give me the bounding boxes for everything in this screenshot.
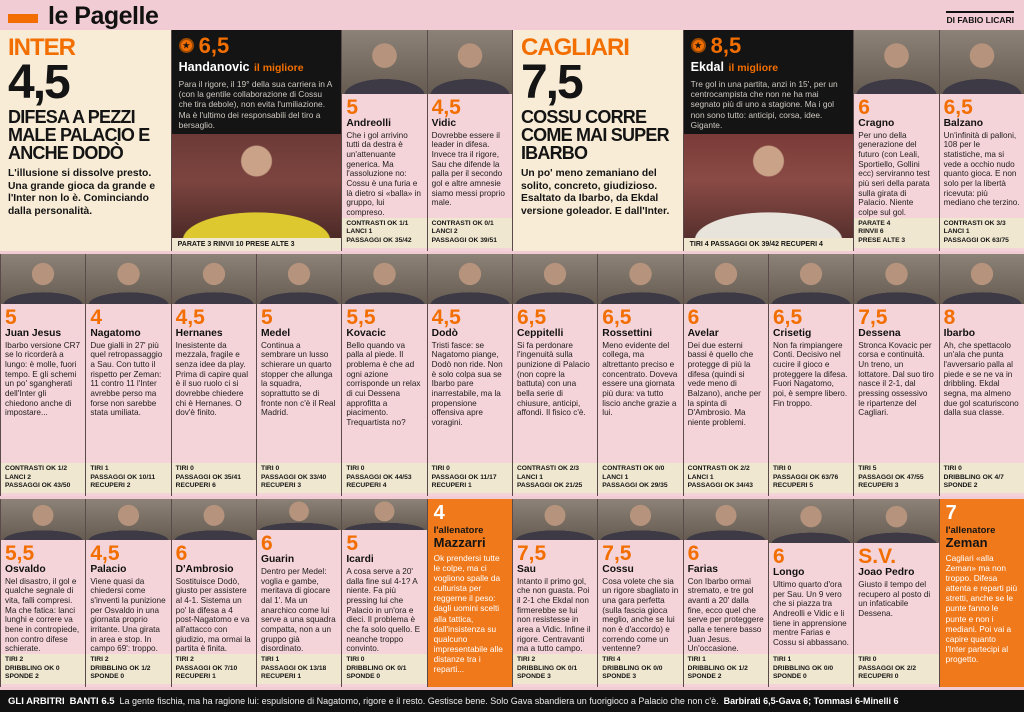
player-comment: Non fa rimpiangere Conti. Decisivo nel cucire il gioco e proteggere la difesa. Fuori Nagatomo, poi, è sempre libero. Fin troppo. [772,340,848,408]
player-stats [854,654,938,684]
player-comment: Per uno della generazione del futuro (con Leali, Sportiello, Gollini ecc) serviranno test più seri della parata sulla girata di Palacio. Niente colpe sul gol. [858,130,930,217]
stat-line: PASSAGGI OK 13/18 [260,664,327,672]
player-photo [684,134,854,238]
stat-line: DRIBBLING OK 0 [5,664,60,672]
player-rating: 4,5 [175,305,205,329]
player-rating: 6 [858,95,870,119]
team-rating: 7,5 [520,55,582,109]
stat-line: TIRI 0 [175,465,194,473]
player-photo [513,254,597,304]
stat-line: RECUPERI 1 [431,482,472,490]
stat-line: LANCI 1 [516,473,543,481]
player-card [939,254,1024,496]
player-comment: Inesistente da mezzala, fragile e senza idee da play. Prima di capire qual è il suo ruolo ci si dovrebbe chiedere chi è Hernanes. O dov'è finito. [175,340,249,418]
featured-player-handanovic [171,30,342,251]
stat-line: RINVII 6 [858,228,884,236]
player-comment: Continua a sembrare un lusso schierare un quarto stopper che allunga la squadra, soprattutto se di fronte non c'è il Real Madrid. [260,340,336,418]
player-photo [1,254,85,304]
middle-row [0,254,1024,496]
stat-line: DRIBBLING OK 0/0 [772,664,834,672]
coach-role-label: l'allenatore [433,525,484,537]
player-photo [342,499,426,530]
stat-line: TIRI 0 [346,465,365,473]
featured-header [179,32,335,58]
stat-line: TIRI 5 [858,465,877,473]
player-comment: Bello quando va palla al piede. Il problema è che ad ogni azione corrisponde un relax di cui Dessena approfitta a piacimento. Trequartista no? [346,340,421,427]
stat-line: DRIBBLING OK 1/2 [90,664,151,672]
team-intro-inter [0,30,171,251]
stat-line: PASSAGGI OK 63/75 [943,237,1009,245]
player-name: Joao Pedro [858,567,915,579]
coach-card [939,499,1024,687]
stat-line: PASSAGGI OK 11/17 [431,473,497,481]
referees-label: GLI ARBITRI [8,695,65,707]
player-stats [257,463,341,493]
player-rating: 6 [175,541,188,565]
player-comment: Cosa volete che sia un rigore sbagliato in una gara perfetta (sulla fascia gioca meglio, anche se lui non è d'accordo) e correndo come un ventenne? [602,576,679,654]
stat-line: LANCI 2 [431,228,458,236]
player-stats [342,654,426,684]
player-rating: S.V. [858,545,897,569]
player-comment: Ultimo quarto d'ora per Sau. Un 9 vero che si piazza tra Andreolli e Vidic e li tiene in apprensione mentre Farias e Cossu si abbassano. [772,579,849,647]
featured-name-line [179,58,335,76]
player-stats [854,218,938,248]
player-comment: A cosa serve a 20' dalla fine sul 4-1? A niente. Fa più pressing lui che Palacio in un'ora e dieci. Il problema è che fa solo quello. E neanche troppo convinto. [346,566,421,654]
stat-line: CONTRASTI OK 2/2 [687,465,750,473]
player-comment: Giusto il tempo del recupero al posto di un infaticabile Dessena. [858,579,931,618]
stat-line: TIRI 1 [772,656,792,664]
stat-line: LANCI 2 [5,473,32,481]
coach-role-label: l'allenatore [945,525,996,537]
player-comment: Tristi fasce: se Nagatomo piange, Dodò non ride. Non è solo colpa sua se Ibarbo pare inarrestabile, ma la propensione offensiva apre voragini. [431,340,503,427]
player-name: Kovacic [346,327,386,339]
player-rating: 6 [687,541,700,565]
team-headline: COSSU CORRE COME MAI SUPER IBARBO [520,107,669,163]
player-photo [598,499,682,540]
player-stats [257,654,341,684]
page-title: le Pagelle [48,1,159,30]
stat-line: RECUPERI 0 [858,673,899,681]
player-photo [940,30,1024,94]
player-card [341,499,426,687]
coach-rating: 4 [433,502,445,525]
coach-rating: 7 [945,502,957,525]
player-photo [684,499,768,540]
player-stats [342,463,426,493]
team-summary: Un po' meno zemaniano del solito, concreto, giudizioso. Esaltato da Ibarbo, da Ekdal versione goleador. E dall'Inter. [520,168,670,217]
stat-line: PASSAGGI OK 7/10 [175,664,238,672]
player-card [853,254,938,496]
featured-stats: PARATE 3 RINVII 10 PRESE ALTE 3 [172,238,342,251]
player-card [171,254,256,496]
stat-line: DRIBBLING OK 0/1 [516,664,578,672]
player-rating: 7,5 [516,541,547,565]
stat-line: TIRI 2 [90,656,109,664]
best-player-medal-icon: ★ [179,38,194,53]
orange-dash-icon [8,14,38,23]
player-card [341,254,426,496]
player-stats [684,463,768,493]
player-rating: 4,5 [90,541,120,565]
team-name: CAGLIARI [520,33,629,61]
player-comment: Ibarbo versione CR7 se lo ricorderà a lungo: è molle, fuori tempo. E gli schemi un po' sgangherati dell'Inter gli chiedono anche di impostare... [5,340,81,418]
stat-line: PASSAGGI OK 43/50 [5,482,71,490]
player-stats [86,463,170,493]
stat-line: SPONDE 2 [5,673,39,681]
player-card [853,30,938,251]
player-stats [172,463,256,493]
player-card [85,254,170,496]
player-rating: 7,5 [858,305,888,329]
player-stats [769,463,853,493]
player-name: Vidic [431,117,457,129]
player-name: Andreolli [346,117,391,129]
stat-line: LANCI 1 [602,473,629,481]
player-photo [854,254,938,304]
stat-line: CONTRASTI OK 3/3 [943,219,1006,227]
player-photo [342,254,426,304]
player-name: Juan Jesus [5,327,62,339]
player-stats [428,218,512,248]
featured-stats: TIRI 4 PASSAGGI OK 39/42 RECUPERI 4 [684,238,854,251]
player-photo [940,254,1024,304]
stat-line: DRIBBLING OK 4/7 [943,473,1004,481]
player-card [0,254,85,496]
player-photo [342,30,426,94]
player-photo [86,254,170,304]
player-name: Balzano [943,117,984,129]
player-rating: 5 [346,532,358,556]
stat-line: TIRI 0 [260,465,280,473]
stat-line: PASSAGGI OK 35/41 [175,473,241,481]
player-name: Hernanes [175,327,223,339]
player-comment: Si fa perdonare l'ingenuità sulla punizione di Palacio (non copre la battuta) con una bella serie di chiusure, anticipi, affondi. Il fisico c'è. [516,340,590,418]
player-photo [172,254,256,304]
best-player-tag: il migliore [253,61,304,74]
player-name: Cragno [858,117,895,129]
player-comment: Un'infinità di palloni, 108 per le statistiche, ma si vede a occhio nudo quanto gioca. E non solo per la libertà ricevuta: più mediano che terzino. [943,130,1020,208]
stat-line: SPONDE 3 [602,673,637,681]
player-card [256,254,341,496]
stat-line: TIRI 2 [516,656,536,664]
stat-line: SPONDE 3 [516,673,551,681]
stat-line: PASSAGGI OK 29/35 [602,482,668,490]
player-rating: 6,5 [943,95,973,119]
player-photo [428,30,512,94]
player-card [171,499,256,687]
stat-line: SPONDE 0 [90,673,125,681]
player-name: Icardi [346,554,374,566]
player-photo [854,30,938,94]
stat-line: CONTRASTI OK 1/2 [5,465,68,473]
stat-line: CONTRASTI OK 1/1 [346,219,409,227]
player-rating: 5,5 [346,305,376,329]
stat-line: PASSAGGI OK 47/55 [858,473,924,481]
stat-line: SPONDE 2 [687,673,722,681]
player-stats [598,654,682,684]
featured-name-line [691,58,847,76]
referees-bar [0,690,1024,712]
stat-line: CONTRASTI OK 0/0 [602,465,665,473]
player-card [939,30,1024,251]
player-comment: Sostituisce Dodò, giusto per assistere al 4-1. Sistema un po' la difesa a 4 post-Nagatomo e va all'attacco con giudizio, ma ormai la partita è finita. [175,576,251,654]
player-card [768,499,853,687]
featured-rating: 8,5 [710,32,742,58]
player-name: Sau [516,563,536,575]
player-name: D'Ambrosio [175,563,234,575]
player-name: Ibarbo [943,327,976,339]
player-rating: 5 [346,95,358,119]
player-name: Ceppitelli [516,327,564,339]
player-photo [1,499,85,540]
player-comment: Con Ibarbo ormai stremato, e tre gol avanti a 20' dalla fine, ecco quel che serve per proteggere palla e tenere basso Juan Jesus. Un'occasione. [687,576,764,654]
stat-line: RECUPERI 1 [175,673,216,681]
stat-line: TIRI 0 [943,465,962,473]
player-comment: Stronca Kovacic per corsa e continuità. Un treno, un lottatore. Dal suo tiro nasce il 2-1, dal pressing ossessivo le ripartenze del Cagliari. [858,340,934,418]
player-rating: 7,5 [602,541,632,565]
player-comment: Meno evidente del collega, ma altrettanto preciso e concentrato. Doveva essere una giornata più dura: va tutto liscio anche grazie a lui. [602,340,678,418]
page-header [0,0,1024,30]
player-photo [684,254,768,304]
stat-line: PASSAGGI OK 33/40 [260,473,327,481]
stat-line: CONTRASTI OK 2/3 [516,465,580,473]
featured-player-ekdal [683,30,854,251]
player-stats [684,654,768,684]
stat-line: TIRI 1 [260,656,280,664]
coach-comment: Cagliari «alla Zeman» ma non troppo. Difesa attenta e reparti più stretti, anche se le punte fanno le punte e non i mediani. Poi vai a capire quanto l'Inter partecipi al progetto. [945,552,1018,665]
stat-line: TIRI 0 [772,465,792,473]
player-comment: Intanto il primo gol, che non guasta. Poi il 2-1 che Ekdal non firmerebbe se lui non resistesse in area a Vidic. Infine il rigore. Centravanti ma a tutto campo. [516,576,591,654]
player-rating: 4 [90,305,103,329]
player-name: Cossu [602,563,634,575]
player-rating: 6 [772,545,785,569]
player-stats [513,463,597,493]
stat-line: LANCI 1 [687,473,714,481]
stat-line: PASSAGGI OK 10/11 [90,473,156,481]
player-rating: 5 [260,305,273,329]
stat-line: DRIBBLING OK 1/2 [687,664,748,672]
player-card [256,499,341,687]
player-card [597,254,682,496]
player-stats [513,654,597,684]
coach-card [427,499,512,687]
player-name: Dodò [431,327,458,339]
player-rating: 5 [5,305,17,329]
player-photo [257,499,341,530]
stat-line: TIRI 2 [175,656,194,664]
player-name: Nagatomo [90,327,141,339]
player-card [683,254,768,496]
player-comment: Dei due esterni bassi è quello che protegge di più la difesa (quindi si vede meno di Balzano), anche per la spinta di D'Ambrosio. Ma niente problemi. [687,340,761,427]
stat-line: PRESE ALTE 3 [858,237,906,245]
player-rating: 4,5 [431,95,461,119]
player-name: Dessena [858,327,901,339]
player-stats [428,463,512,493]
player-comment: Nel disastro, il gol e qualche segnale di vita, falli compresi. Ma che fatica: lanci lunghi e correre va bene in contropiede, non contro difese schierate. [5,576,80,654]
bottom-row [0,499,1024,687]
stat-line: LANCI 1 [943,228,970,236]
player-stats [86,654,170,684]
stat-line: SPONDE 2 [943,482,978,490]
player-comment: Che i gol arrivino tutti da destra è un'attenuante generica. Ma l'assoluzione no: Cossu è una furia e là dietro si «balla» in gruppo, lui compreso. [346,130,421,217]
player-stats [854,463,938,493]
player-photo [854,499,938,543]
player-stats [342,218,426,248]
player-comment: Ah, che spettacolo un'ala che punta l'avversario palla al piede e se ne va in dribbling. Ekdal segna, ma almeno due gol scaturiscono dalla sua classe. [943,340,1019,418]
featured-rating: 6,5 [198,32,230,58]
stat-line: DRIBBLING OK 0/1 [346,664,407,672]
assistants-ratings: Barbirati 6,5-Gava 6; Tommasi 6-Minelli 6 [723,696,899,707]
featured-name: Ekdal [690,59,724,74]
stat-line: TIRI 4 [602,656,621,664]
stat-line: RECUPERI 1 [260,673,302,681]
best-player-tag: il migliore [728,61,779,74]
player-card [85,499,170,687]
stat-line: RECUPERI 2 [90,482,131,490]
player-comment: Viene quasi da chiedersi come s'inventi la punizione per Osvaldo in una giornata proprio irritante. Una girata in area e stop. In campo 69': troppo. [90,576,166,654]
team-name: INTER [8,33,75,61]
player-card [427,30,512,251]
player-card [341,30,426,251]
player-photo [172,499,256,540]
player-card [0,499,85,687]
player-photo [769,499,853,543]
player-stats [940,463,1024,493]
player-stats [769,654,853,684]
stat-line: PASSAGGI OK 34/43 [687,482,753,490]
featured-header [691,32,847,58]
referees-comment: La gente fischia, ma ha ragione lui: espulsione di Nagatomo, rigore e il resto. Gestisce bene. Solo Gava sbandiera un fuorigioco a Palacio che non c'è. [119,696,719,707]
stat-line: TIRI 0 [858,656,877,664]
player-comment: Dentro per Medel: voglia e gambe, meritava di giocare dal 1'. Ma un anarchico come lui serve a una squadra compatta, non a un gruppo già disordinato. [260,566,336,654]
stat-line: TIRI 1 [687,656,706,664]
stat-line: RECUPERI 3 [858,482,899,490]
stat-line: TIRI 1 [90,465,109,473]
player-rating: 8 [943,305,956,329]
stat-line: TIRI 2 [5,656,24,664]
player-card [512,254,597,496]
player-name: Farias [687,563,718,575]
player-name: Palacio [90,563,127,575]
stat-line: RECUPERI 5 [772,482,814,490]
player-card [853,499,938,687]
player-name: Guarin [260,554,295,566]
stat-line: RECUPERI 6 [175,482,216,490]
player-photo [428,254,512,304]
stat-line: LANCI 1 [346,228,373,236]
player-comment: Due gialli in 27' più quel retropassaggio a Sau. Con tutto il rispetto per Zeman: 11 contro 11 l'Inter avrebbe perso ma forse non sarebbe stata umiliata. [90,340,163,418]
byline: DI FABIO LICARI [946,11,1014,25]
player-name: Crisetig [772,327,812,339]
top-row [0,30,1024,251]
player-stats [172,654,256,684]
player-rating: 5,5 [5,541,35,565]
player-name: Osvaldo [5,563,46,575]
player-name: Avelar [687,327,719,339]
coach-name: Zeman [945,534,988,550]
player-stats [940,218,1024,248]
stat-line: RECUPERI 3 [260,482,302,490]
stat-line: TIRI 0 [346,656,365,664]
player-rating: 6 [687,305,700,329]
stat-line: PASSAGGI OK 21/25 [516,482,583,490]
player-rating: 6,5 [602,305,632,329]
player-photo [257,254,341,304]
player-rating: 6,5 [772,305,803,329]
player-photo [769,254,853,304]
player-name: Medel [260,327,291,339]
stat-line: PASSAGGI OK 44/53 [346,473,412,481]
featured-comment: Tre gol in una partita, anzi in 15', per un centrocampista che non ne ha mai segnato più di uno a stagione. Ma i gol non sono tutto: anticipi, corsa, idee. Gigante. [690,78,838,130]
stat-line: PARATE 4 [858,219,891,227]
player-stats [1,463,85,493]
stat-line: DRIBBLING OK 0/0 [602,664,663,672]
player-stats [598,463,682,493]
player-stats [1,654,85,684]
best-player-medal-icon: ★ [691,38,706,53]
stat-line: PASSAGGI OK 63/76 [772,473,839,481]
team-intro-cagliari [512,30,683,251]
player-card [768,254,853,496]
stat-line: SPONDE 0 [346,673,381,681]
player-name: Rossettini [602,327,653,339]
player-card [597,499,682,687]
player-photo [598,254,682,304]
player-comment: Dovrebbe essere il leader in difesa. Invece tra il rigore, Sau che difende la palla per il secondo gol e altre amnesie siamo messi proprio male. [431,130,505,208]
player-card [512,499,597,687]
player-name: Longo [772,567,805,579]
player-rating: 6,5 [516,305,547,329]
team-summary: L'illusione si dissolve presto. Una grande gioca da grande e l'Inter non lo è. Cominciando dalla personalità. [8,168,156,217]
player-rating: 4,5 [431,305,461,329]
stat-line: PASSAGGI OK 35/42 [346,237,412,245]
stat-line: CONTRASTI OK 0/1 [431,219,494,227]
referee-name-rating: BANTI 6.5 [69,695,115,707]
player-rating: 6 [260,532,273,556]
player-photo [172,134,342,238]
player-photo [86,499,170,540]
player-card [683,499,768,687]
stat-line: PASSAGGI OK 39/51 [431,237,497,245]
team-rating: 4,5 [8,55,69,109]
coach-comment: Ok prendersi tutte le colpe, ma ci vogliono spalle da culturista per reggerne il peso: dagli uomini scelti alla tattica, dall'insistenza su qualcuno impresentabile alle distanze tra i reparti... [433,552,503,675]
featured-name: Handanovic [178,59,250,74]
player-photo [513,499,597,540]
team-headline: DIFESA A PEZZI MALE PALACIO E ANCHE DODÒ [8,107,150,163]
featured-comment: Para il rigore, il 19° della sua carriera in A (con la gentile collaborazione di Cossu che tira debole), non evita l'umiliazione. Ma è l'ultimo dei responsabili del tiro a bersaglio. [178,78,332,130]
player-card [427,254,512,496]
stat-line: TIRI 0 [431,465,450,473]
stat-line: RECUPERI 4 [346,482,387,490]
coach-name: Mazzarri [433,534,486,550]
stat-line: PASSAGGI OK 2/2 [858,664,917,672]
stat-line: SPONDE 0 [772,673,807,681]
